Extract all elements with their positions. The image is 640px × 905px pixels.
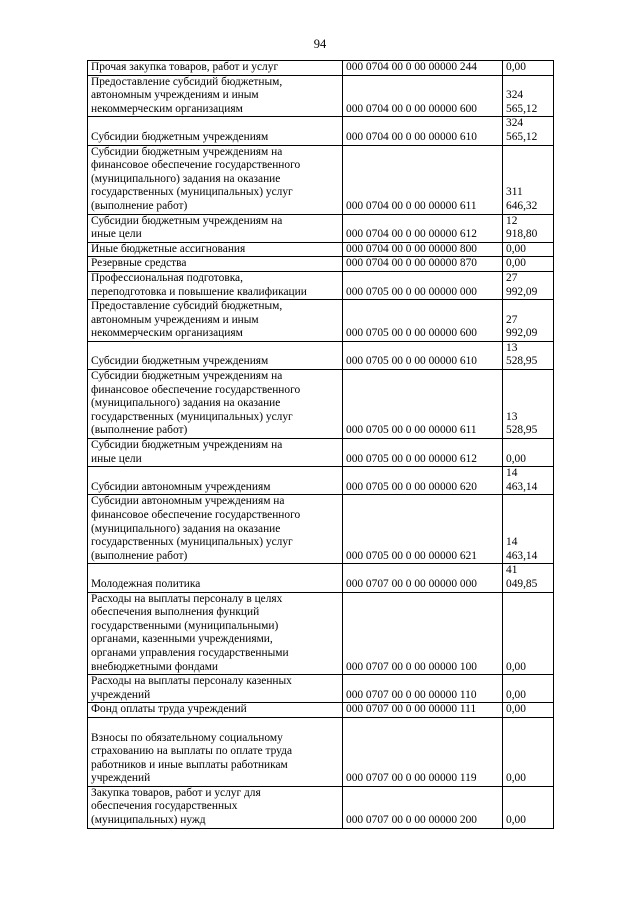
row-sum-cell: 324 565,12: [503, 75, 554, 117]
row-name-cell: Субсидии бюджетным учреждениям на иные цели: [88, 214, 343, 242]
row-code-cell: 000 0705 00 0 00 00000 610: [343, 341, 503, 369]
row-sum-cell: 13 528,95: [503, 370, 554, 439]
row-code-cell: 000 0705 00 0 00 00000 621: [343, 495, 503, 564]
row-sum-cell: 14 463,14: [503, 467, 554, 495]
row-sum-cell: 0,00: [503, 675, 554, 703]
row-name-cell: Фонд оплаты труда учреждений: [88, 703, 343, 718]
row-sum-cell: 0,00: [503, 592, 554, 675]
row-sum-cell: 27 992,09: [503, 271, 554, 299]
row-sum-cell: 12 918,80: [503, 214, 554, 242]
table-row: [88, 703, 554, 718]
row-code-cell: 000 0704 00 0 00 00000 612: [343, 214, 503, 242]
table-row: [88, 145, 554, 214]
row-code-cell: 000 0704 00 0 00 00000 611: [343, 145, 503, 214]
row-code-cell: 000 0705 00 0 00 00000 611: [343, 370, 503, 439]
row-name-cell: Субсидии бюджетным учреждениям: [88, 341, 343, 369]
row-sum-cell: 41 049,85: [503, 564, 554, 592]
row-sum-cell: 0,00: [503, 717, 554, 786]
table-row: [88, 564, 554, 592]
page-number: 94: [313, 37, 327, 51]
table-row: [88, 75, 554, 117]
row-code-cell: 000 0705 00 0 00 00000 620: [343, 467, 503, 495]
budget-table: [87, 60, 554, 829]
table-row: [88, 61, 554, 76]
row-code-cell: 000 0707 00 0 00 00000 200: [343, 786, 503, 828]
row-sum-cell: 324 565,12: [503, 117, 554, 145]
row-code-cell: 000 0704 00 0 00 00000 610: [343, 117, 503, 145]
table-row: [88, 717, 554, 786]
row-sum-cell: 0,00: [503, 242, 554, 257]
table-row: [88, 370, 554, 439]
row-name-cell: Предоставление субсидий бюджетным, автономным учреждениям и иным некоммерческим организациям: [88, 300, 343, 342]
table-row: [88, 592, 554, 675]
row-name-cell: Субсидии автономным учреждениям на финансовое обеспечение государственного (муниципального) задания на оказание государственных (муниципальных) услуг (выполнение работ): [88, 495, 343, 564]
table-row: [88, 300, 554, 342]
row-sum-cell: 0,00: [503, 61, 554, 76]
row-code-cell: 000 0704 00 0 00 00000 800: [343, 242, 503, 257]
table-row: [88, 257, 554, 272]
table-row: [88, 439, 554, 467]
row-code-cell: 000 0707 00 0 00 00000 000: [343, 564, 503, 592]
table-row: [88, 117, 554, 145]
row-name-cell: Закупка товаров, работ и услуг для обеспечения государственных (муниципальных) нужд: [88, 786, 343, 828]
row-code-cell: 000 0705 00 0 00 00000 612: [343, 439, 503, 467]
row-sum-cell: 0,00: [503, 439, 554, 467]
row-name-cell: Субсидии бюджетным учреждениям: [88, 117, 343, 145]
row-code-cell: 000 0707 00 0 00 00000 111: [343, 703, 503, 718]
row-name-cell: Расходы на выплаты персоналу в целях обеспечения выполнения функций государственными (муниципальными) органами, казенными учреждениями, органами управления государственными внебюджетными фондами: [88, 592, 343, 675]
table-row: [88, 214, 554, 242]
row-name-cell: Субсидии бюджетным учреждениям на финансовое обеспечение государственного (муниципального) задания на оказание государственных (муниципальных) услуг (выполнение работ): [88, 145, 343, 214]
table-row: [88, 341, 554, 369]
row-name-cell: Субсидии бюджетным учреждениям на иные цели: [88, 439, 343, 467]
row-code-cell: 000 0704 00 0 00 00000 244: [343, 61, 503, 76]
row-code-cell: 000 0704 00 0 00 00000 870: [343, 257, 503, 272]
row-name-cell: Расходы на выплаты персоналу казенных учреждений: [88, 675, 343, 703]
row-sum-cell: 311 646,32: [503, 145, 554, 214]
table-row: [88, 467, 554, 495]
row-code-cell: 000 0705 00 0 00 00000 000: [343, 271, 503, 299]
row-sum-cell: 13 528,95: [503, 341, 554, 369]
row-name-cell: Взносы по обязательному социальному страхованию на выплаты по оплате труда работников и иные выплаты работникам учреждений: [88, 717, 343, 786]
row-code-cell: 000 0707 00 0 00 00000 119: [343, 717, 503, 786]
table-row: [88, 495, 554, 564]
row-code-cell: 000 0704 00 0 00 00000 600: [343, 75, 503, 117]
row-name-cell: Субсидии бюджетным учреждениям на финансовое обеспечение государственного (муниципального) задания на оказание государственных (муниципальных) услуг (выполнение работ): [88, 370, 343, 439]
table-row: [88, 786, 554, 828]
row-code-cell: 000 0707 00 0 00 00000 110: [343, 675, 503, 703]
row-code-cell: 000 0707 00 0 00 00000 100: [343, 592, 503, 675]
row-name-cell: Молодежная политика: [88, 564, 343, 592]
row-sum-cell: 0,00: [503, 786, 554, 828]
row-sum-cell: 0,00: [503, 703, 554, 718]
row-name-cell: Предоставление субсидий бюджетным, автономным учреждениям и иным некоммерческим организациям: [88, 75, 343, 117]
table-row: [88, 675, 554, 703]
row-sum-cell: 0,00: [503, 257, 554, 272]
row-name-cell: Прочая закупка товаров, работ и услуг: [88, 61, 343, 76]
table-row: [88, 242, 554, 257]
row-name-cell: Иные бюджетные ассигнования: [88, 242, 343, 257]
row-name-cell: Субсидии автономным учреждениям: [88, 467, 343, 495]
row-code-cell: 000 0705 00 0 00 00000 600: [343, 300, 503, 342]
budget-table-body: [88, 61, 554, 829]
row-name-cell: Резервные средства: [88, 257, 343, 272]
row-name-cell: Профессиональная подготовка, переподготовка и повышение квалификации: [88, 271, 343, 299]
table-row: [88, 271, 554, 299]
row-sum-cell: 14 463,14: [503, 495, 554, 564]
row-sum-cell: 27 992,09: [503, 300, 554, 342]
